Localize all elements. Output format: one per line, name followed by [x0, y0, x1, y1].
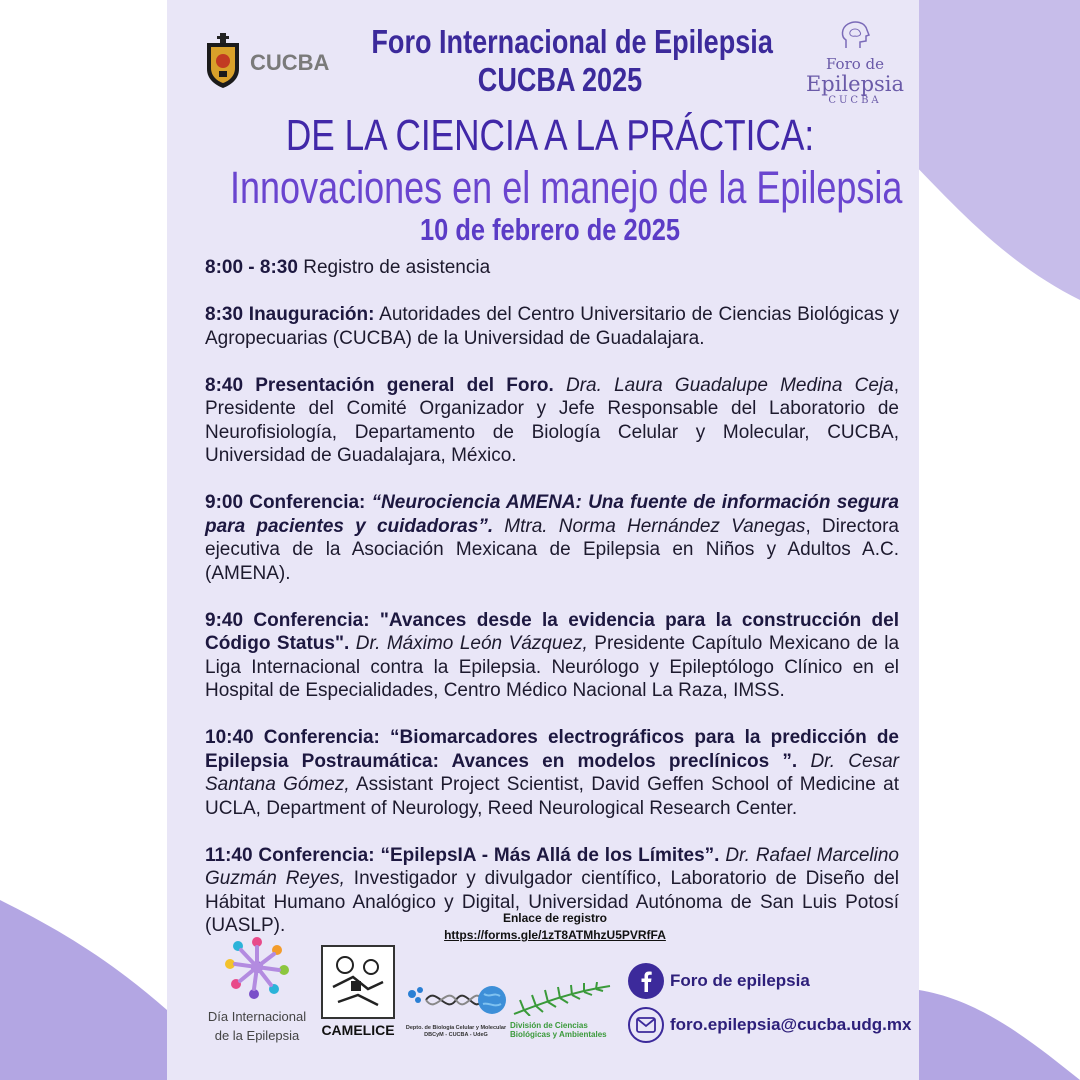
facebook-label: Foro de epilepsia: [670, 971, 810, 990]
program-speaker: Mtra. Norma Hernández Vanegas: [493, 515, 806, 537]
subheadline: Innovaciones en el manejo de la Epilepsia: [230, 162, 903, 213]
camelice-label: CAMELICE: [321, 1022, 395, 1038]
dbcym-logo: [404, 980, 508, 1039]
dia-logo-line2: de la Epilepsia: [214, 1028, 300, 1043]
program-title: 8:40 Presentación general del Foro.: [205, 374, 554, 396]
program-speaker: Dr. Cesar Santana Gómez,: [205, 750, 899, 795]
facebook-icon: [628, 963, 664, 999]
event-title: Foro Internacional de Epilepsia: [371, 23, 773, 60]
program-item: [205, 256, 899, 280]
program-item: [205, 374, 899, 468]
mail-icon: [628, 1007, 664, 1043]
people-circle-icon: [222, 932, 292, 1002]
udg-crest-logo: [203, 33, 243, 94]
registration-label: Enlace de registro: [502, 911, 608, 925]
program-time: 8:00 - 8:30: [205, 257, 298, 278]
program-list: [205, 256, 899, 961]
program-text: Investigador y divulgador científico, Laboratorio de Diseño del Hábitat Humano Analógico y Digital, Universidad Autónoma de San Luis Potosí (UASLP).: [205, 868, 899, 936]
headline: DE LA CIENCIA A LA PRÁCTICA:: [285, 111, 815, 160]
facebook-link[interactable]: [628, 962, 911, 1000]
dna-globe-icon: [404, 980, 508, 1020]
program-text: Assistant Project Scientist, David Geffen School of Medicine at UCLA, Department of Neurology, Reed Neurological Research Center.: [205, 774, 899, 819]
foro-epilepsia-logo: [800, 20, 910, 106]
foro-logo-line3: CUCBA: [828, 95, 882, 106]
program-speaker: Dr. Rafael Marcelino Guzmán Reyes,: [205, 844, 900, 889]
dbcym-line2: DBCyM - CUCBA - UdeG: [424, 1032, 488, 1038]
dcba-logo: [510, 982, 618, 1039]
cucba-logo-text: CUCBA: [250, 50, 330, 75]
dbcym-line1: Depto. de Biología Celular y Molecular: [405, 1025, 507, 1031]
event-subtitle: CUCBA 2025: [477, 61, 643, 98]
program-title: 11:40 Conferencia: “EpilepsIA - Más Allá de los Límites”.: [205, 844, 720, 866]
program-title: 8:30 Inauguración:: [205, 304, 375, 325]
fern-icon: [510, 982, 614, 1016]
program-speaker: Dr. Máximo León Vázquez,: [349, 633, 588, 654]
program-item: [205, 491, 899, 585]
head-brain-icon: [838, 20, 872, 50]
program-title: 9:00 Conferencia:: [205, 492, 366, 513]
dia-internacional-logo: [198, 932, 316, 1045]
program-text: Registro de asistencia: [297, 257, 491, 278]
dcba-line1: División de Ciencias: [510, 1021, 588, 1030]
program-text: , Directora ejecutiva de la Asociación Mexicana de Epilepsia en Niños y Adultos A.C. (AMENA).: [205, 515, 899, 584]
program-speaker: Dra. Laura Guadalupe Medina Ceja: [553, 374, 894, 396]
camelice-emblem: [321, 945, 395, 1019]
program-text: Autoridades del Centro Universitario de Ciencias Biológicas y Agropecuarias (CUCBA) de la Universidad de Guadalajara.: [205, 304, 900, 349]
program-title: 10:40 Conferencia: “Biomarcadores electrográficos para la predicción de Epilepsia Postraumática: Avances en modelos preclínicos ”.: [205, 727, 899, 772]
program-item: [205, 609, 899, 703]
foro-logo-line2: Epilepsia: [805, 72, 905, 96]
program-text: Presidente Capítulo Mexicano de la Liga Internacional contra la Epilepsia. Neurólogo y Epileptólogo Clínico en el Hospital de Especialidades, Centro Médico Nacional La Raza, IMSS.: [205, 633, 900, 701]
email-link[interactable]: [628, 1006, 911, 1044]
camelice-logo: [320, 945, 396, 1038]
program-item: [205, 303, 899, 350]
program-text: , Presidente del Comité Organizador y Jefe Responsable del Laboratorio de Neurofisiología, Departamento de Biología Celular y Molecular, CUCBA, Universidad de Guadalajara, México.: [205, 374, 899, 466]
registration-link[interactable]: https://forms.gle/1zT8ATMhzU5PVRfFA: [444, 928, 666, 942]
program-item: [205, 726, 899, 820]
dia-logo-line1: Día Internacional: [207, 1009, 307, 1024]
foro-logo-line1: Foro de: [825, 55, 885, 73]
dcba-line2: Biológicas y Ambientales: [510, 1030, 607, 1039]
program-talk-title: “Neurociencia AMENA: Una fuente de información segura para pacientes y cuidadoras”.: [205, 492, 899, 537]
event-date: 10 de febrero de 2025: [420, 212, 680, 247]
program-title: 9:40 Conferencia: "Avances desde la evidencia para la construcción del Código Status".: [205, 609, 899, 654]
email-label: foro.epilepsia@cucba.udg.mx: [670, 1015, 912, 1034]
contact-block: [628, 962, 911, 1050]
